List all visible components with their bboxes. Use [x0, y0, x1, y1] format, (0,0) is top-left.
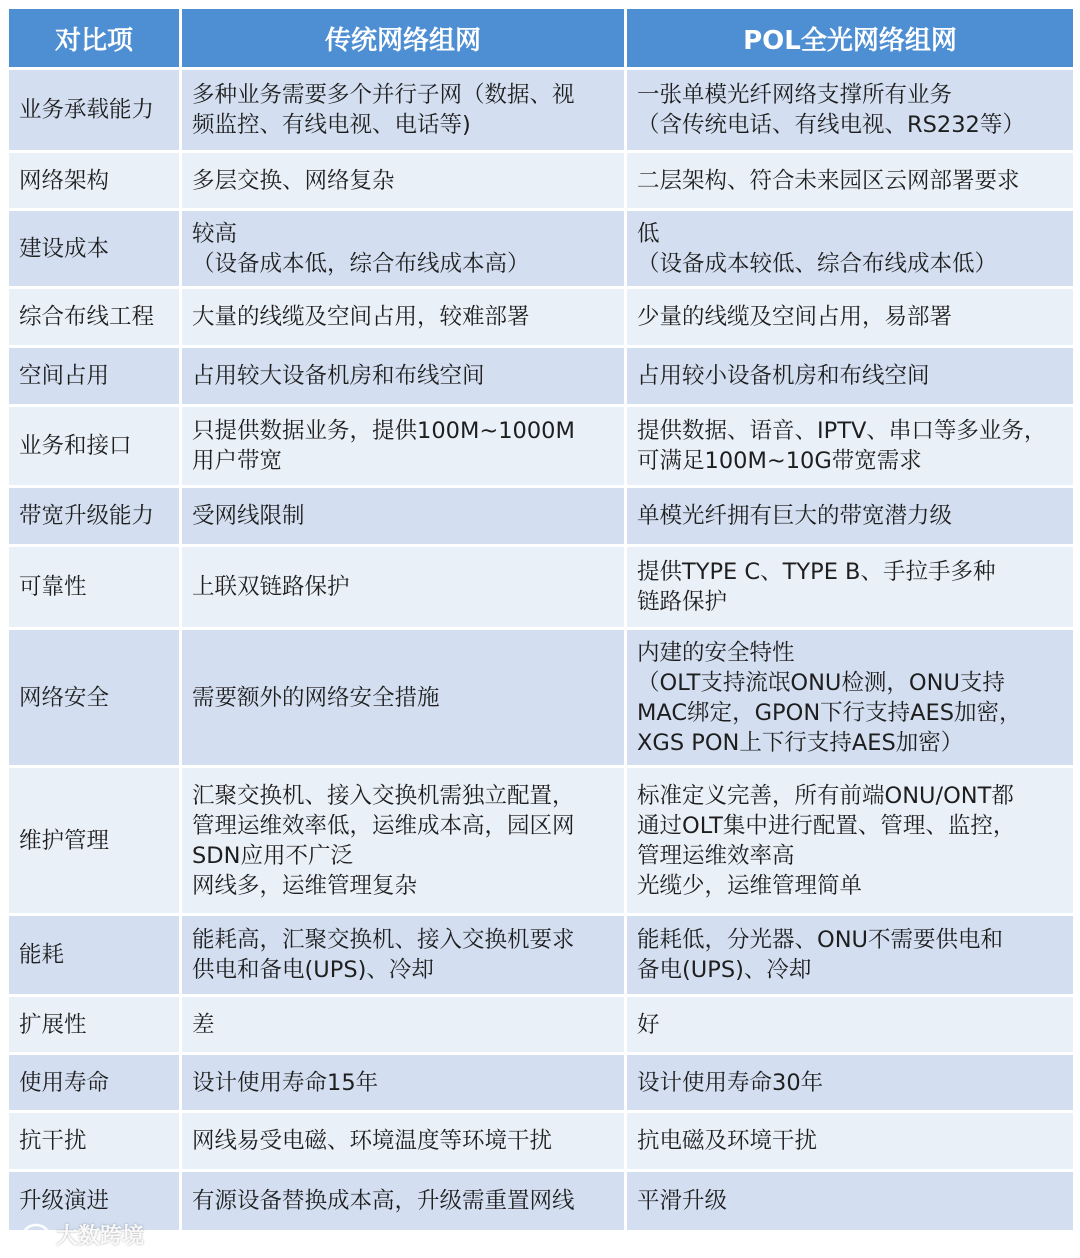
- table-row: [9, 488, 1073, 544]
- table-row: [9, 153, 1073, 208]
- row-item: 抗干扰: [9, 1113, 179, 1169]
- row-item: 网络架构: [9, 153, 179, 208]
- row-pol: 能耗低，分光器、ONU不需要供电和 备电(UPS)、冷却: [627, 916, 1073, 994]
- table-row: [9, 547, 1073, 627]
- row-item: 带宽升级能力: [9, 488, 179, 544]
- row-traditional: 汇聚交换机、接入交换机需独立配置， 管理运维效率低，运维成本高，园区网 SDN应用不广泛 网线多，运维管理复杂: [182, 768, 624, 913]
- row-traditional: 较高 （设备成本低，综合布线成本高）: [182, 211, 624, 286]
- row-pol: 低 （设备成本较低、综合布线成本低）: [627, 211, 1073, 286]
- row-pol: 标准定义完善，所有前端ONU/ONT都 通过OLT集中进行配置、管理、监控， 管理运维效率高 光缆少，运维管理简单: [627, 768, 1073, 913]
- row-traditional: 网线易受电磁、环境温度等环境干扰: [182, 1113, 624, 1169]
- row-item: 业务和接口: [9, 407, 179, 485]
- row-pol: 好: [627, 997, 1073, 1052]
- watermark-text: 大数跨境: [56, 1224, 145, 1249]
- table-row: [9, 407, 1073, 485]
- table-header-row: [9, 9, 1073, 67]
- row-pol: 一张单模光纤网络支撑所有业务 （含传统电话、有线电视、RS232等）: [627, 70, 1073, 150]
- table-row: [9, 916, 1073, 994]
- row-traditional: 占用较大设备机房和布线空间: [182, 348, 624, 404]
- header-traditional: 传统网络组网: [182, 9, 624, 67]
- table-row: [9, 348, 1073, 404]
- row-item: 使用寿命: [9, 1055, 179, 1110]
- table-row: [9, 997, 1073, 1052]
- watermark: [22, 1219, 144, 1250]
- row-traditional: 受网线限制: [182, 488, 624, 544]
- table-row: [9, 630, 1073, 765]
- header-pol: POL全光网络组网: [627, 9, 1073, 67]
- row-pol: 占用较小设备机房和布线空间: [627, 348, 1073, 404]
- row-pol: 平滑升级: [627, 1172, 1073, 1230]
- row-traditional: 大量的线缆及空间占用，较难部署: [182, 289, 624, 345]
- chat-bubble-icon: [22, 1223, 50, 1247]
- row-item: 业务承载能力: [9, 70, 179, 150]
- table-row: [9, 1172, 1073, 1230]
- row-pol: 提供数据、语音、IPTV、串口等多业务， 可满足100M~10G带宽需求: [627, 407, 1073, 485]
- row-item: 维护管理: [9, 768, 179, 913]
- row-item: 建设成本: [9, 211, 179, 286]
- comparison-table: [6, 6, 1076, 1233]
- row-traditional: 设计使用寿命15年: [182, 1055, 624, 1110]
- row-traditional: 能耗高，汇聚交换机、接入交换机要求 供电和备电(UPS)、冷却: [182, 916, 624, 994]
- table-row: [9, 1113, 1073, 1169]
- table-row: [9, 768, 1073, 913]
- row-pol: 抗电磁及环境干扰: [627, 1113, 1073, 1169]
- row-pol: 单模光纤拥有巨大的带宽潜力级: [627, 488, 1073, 544]
- row-traditional: 多种业务需要多个并行子网（数据、视 频监控、有线电视、电话等): [182, 70, 624, 150]
- row-pol: 提供TYPE C、TYPE B、手拉手多种 链路保护: [627, 547, 1073, 627]
- header-item: 对比项: [9, 9, 179, 67]
- table-row: [9, 1055, 1073, 1110]
- row-pol: 二层架构、符合未来园区云网部署要求: [627, 153, 1073, 208]
- row-traditional: 需要额外的网络安全措施: [182, 630, 624, 765]
- row-pol: 设计使用寿命30年: [627, 1055, 1073, 1110]
- row-traditional: 差: [182, 997, 624, 1052]
- row-traditional: 只提供数据业务，提供100M~1000M 用户带宽: [182, 407, 624, 485]
- row-pol: 少量的线缆及空间占用，易部署: [627, 289, 1073, 345]
- table-row: [9, 289, 1073, 345]
- table-row: [9, 211, 1073, 286]
- table-row: [9, 70, 1073, 150]
- row-item: 可靠性: [9, 547, 179, 627]
- row-pol: 内建的安全特性 （OLT支持流氓ONU检测，ONU支持 MAC绑定，GPON下行支持AES加密， XGS PON上下行支持AES加密）: [627, 630, 1073, 765]
- row-item: 能耗: [9, 916, 179, 994]
- row-item: 网络安全: [9, 630, 179, 765]
- row-item: 空间占用: [9, 348, 179, 404]
- row-item: 升级演进: [9, 1172, 179, 1230]
- row-traditional: 上联双链路保护: [182, 547, 624, 627]
- row-traditional: 有源设备替换成本高，升级需重置网线: [182, 1172, 624, 1230]
- row-item: 综合布线工程: [9, 289, 179, 345]
- row-traditional: 多层交换、网络复杂: [182, 153, 624, 208]
- row-item: 扩展性: [9, 997, 179, 1052]
